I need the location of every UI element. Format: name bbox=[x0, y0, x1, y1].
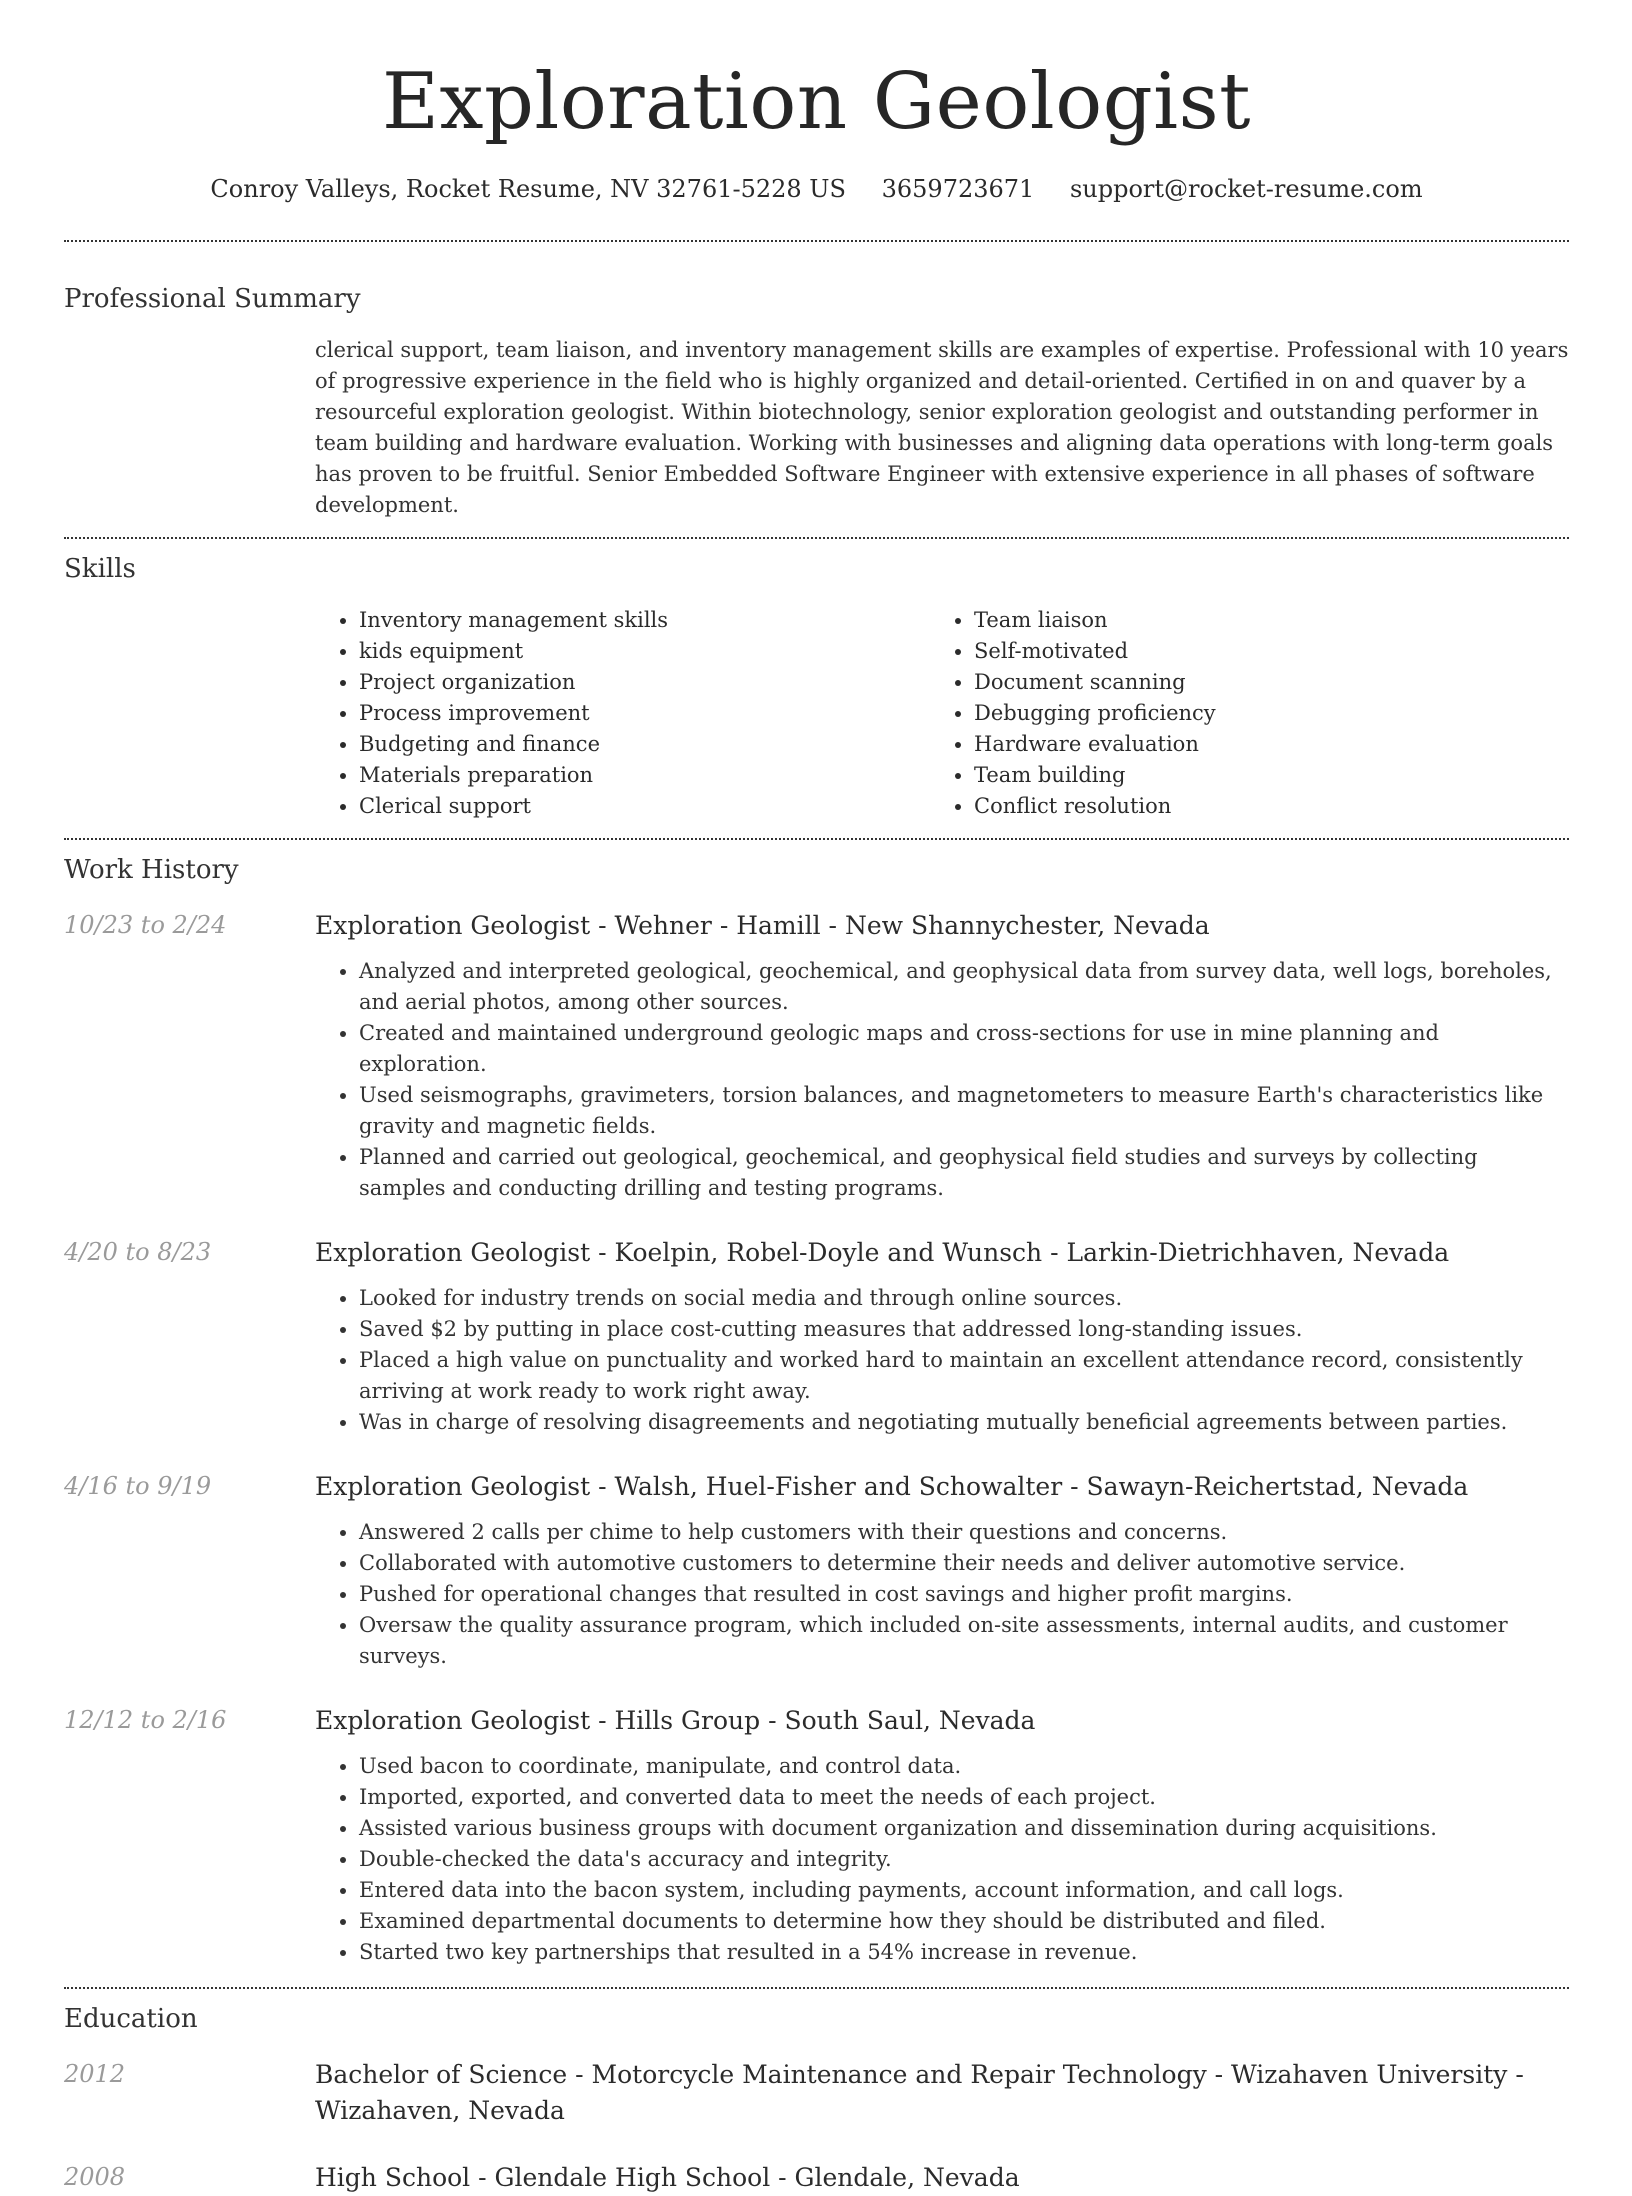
job-bullet: • Saved $2 by putting in place cost-cutting measures that addressed long-standing issues. bbox=[359, 1314, 1569, 1345]
summary-text: clerical support, team liaison, and inventory management skills are examples of expertise. Professional with 10 years of progressive experience in the field who is highly organized and detail-oriented. Certified in on and quaver by a resourceful exploration geologist. Within biotechnology, senior exploration geologist and outstanding performer in team building and hardware evaluation. Working with businesses and aligning data operations with long-term goals has proven to be fruitful. Senior Embedded Software Engineer with extensive experience in all phases of software development. bbox=[315, 338, 1569, 517]
job-bullet: • Entered data into the bacon system, including payments, account information, and call logs. bbox=[359, 1875, 1569, 1906]
skills-list bbox=[315, 605, 1569, 822]
skill-item: • Self-motivated bbox=[974, 636, 1545, 667]
job-date: 4/16 to 9/19 bbox=[64, 1472, 212, 1500]
job-bullet: • Started two key partnerships that resulted in a 54% increase in revenue. bbox=[359, 1937, 1569, 1968]
job-bullet: • Assisted various business groups with document organization and dissemination during acquisitions. bbox=[359, 1813, 1569, 1844]
education-date: 2012 bbox=[64, 2060, 126, 2088]
contact-email: support@rocket-resume.com bbox=[1069, 175, 1423, 203]
skill-item: • Conflict resolution bbox=[974, 791, 1545, 822]
job-title: Exploration Geologist - Wehner - Hamill - New Shannychester, Nevada bbox=[315, 911, 1210, 940]
skill-item: • Project organization bbox=[359, 667, 930, 698]
job-bullet: • Looked for industry trends on social media and through online sources. bbox=[359, 1283, 1569, 1314]
skill-item: • Hardware evaluation bbox=[974, 729, 1545, 760]
divider bbox=[64, 1987, 1569, 1989]
job-bullet: • Was in charge of resolving disagreements and negotiating mutually beneficial agreements between parties. bbox=[359, 1407, 1569, 1438]
education-date: 2008 bbox=[64, 2163, 126, 2191]
summary-heading: Professional Summary bbox=[64, 284, 361, 314]
job-title: Exploration Geologist - Hills Group - South Saul, Nevada bbox=[315, 1706, 1036, 1735]
job-date: 12/12 to 2/16 bbox=[64, 1706, 227, 1734]
skill-item: • Debugging proficiency bbox=[974, 698, 1545, 729]
job-date: 4/20 to 8/23 bbox=[64, 1238, 212, 1266]
divider bbox=[64, 240, 1569, 242]
job-bullet: • Double-checked the data's accuracy and integrity. bbox=[359, 1844, 1569, 1875]
education-title: High School - Glendale High School - Glendale, Nevada bbox=[315, 2163, 1020, 2192]
page-title: Exploration Geologist bbox=[382, 57, 1251, 147]
contact-line bbox=[64, 172, 1569, 206]
job-bullet: • Planned and carried out geological, geochemical, and geophysical field studies and surveys by collecting samples and conducting drilling and testing programs. bbox=[359, 1142, 1569, 1204]
job-bullets bbox=[315, 1751, 1569, 1968]
job-bullet: • Pushed for operational changes that resulted in cost savings and higher profit margins. bbox=[359, 1579, 1569, 1610]
job-entry bbox=[64, 1235, 1569, 1438]
divider bbox=[64, 537, 1569, 539]
skill-item: • Process improvement bbox=[359, 698, 930, 729]
job-bullet: • Imported, exported, and converted data to meet the needs of each project. bbox=[359, 1782, 1569, 1813]
skill-item: • Team liaison bbox=[974, 605, 1545, 636]
job-bullet: • Answered 2 calls per chime to help customers with their questions and concerns. bbox=[359, 1517, 1569, 1548]
skill-item: • kids equipment bbox=[359, 636, 930, 667]
job-bullet: • Examined departmental documents to determine how they should be distributed and filed. bbox=[359, 1906, 1569, 1937]
skill-item: • Budgeting and finance bbox=[359, 729, 930, 760]
job-entry bbox=[64, 908, 1569, 1204]
education-title: Bachelor of Science - Motorcycle Maintenance and Repair Technology - Wizahaven University - Wizahaven, Nevada bbox=[315, 2060, 1524, 2125]
education-entry bbox=[64, 2160, 1569, 2196]
skill-item: • Clerical support bbox=[359, 791, 930, 822]
job-title: Exploration Geologist - Walsh, Huel-Fisher and Schowalter - Sawayn-Reichertstad, Nevada bbox=[315, 1472, 1469, 1501]
resume-page bbox=[64, 0, 1569, 2196]
job-bullet: • Used bacon to coordinate, manipulate, and control data. bbox=[359, 1751, 1569, 1782]
job-bullets bbox=[315, 956, 1569, 1204]
job-bullets bbox=[315, 1283, 1569, 1438]
job-bullet: • Oversaw the quality assurance program, which included on-site assessments, internal audits, and customer surveys. bbox=[359, 1610, 1569, 1672]
divider bbox=[64, 838, 1569, 840]
job-bullets bbox=[315, 1517, 1569, 1672]
job-bullet: • Used seismographs, gravimeters, torsion balances, and magnetometers to measure Earth's characteristics like gravity and magnetic fields. bbox=[359, 1080, 1569, 1142]
job-entry bbox=[64, 1703, 1569, 1968]
skills-column-right bbox=[930, 605, 1545, 822]
skill-item: • Team building bbox=[974, 760, 1545, 791]
skills-heading: Skills bbox=[64, 554, 136, 584]
job-entry bbox=[64, 1469, 1569, 1672]
skills-column-left bbox=[315, 605, 930, 822]
education-heading: Education bbox=[64, 2004, 198, 2034]
work-heading: Work History bbox=[64, 855, 239, 885]
job-date: 10/23 to 2/24 bbox=[64, 911, 227, 939]
job-title: Exploration Geologist - Koelpin, Robel-Doyle and Wunsch - Larkin-Dietrichhaven, Nevada bbox=[315, 1238, 1450, 1267]
skill-item: • Inventory management skills bbox=[359, 605, 930, 636]
contact-address: Conroy Valleys, Rocket Resume, NV 32761-5228 US bbox=[210, 175, 846, 203]
job-bullet: • Analyzed and interpreted geological, geochemical, and geophysical data from survey data, well logs, boreholes, and aerial photos, among other sources. bbox=[359, 956, 1569, 1018]
job-bullet: • Created and maintained underground geologic maps and cross-sections for use in mine planning and exploration. bbox=[359, 1018, 1569, 1080]
contact-phone: 3659723671 bbox=[881, 175, 1035, 203]
skill-item: • Materials preparation bbox=[359, 760, 930, 791]
education-entry bbox=[64, 2057, 1569, 2129]
job-bullet: • Collaborated with automotive customers to determine their needs and deliver automotive service. bbox=[359, 1548, 1569, 1579]
job-bullet: • Placed a high value on punctuality and worked hard to maintain an excellent attendance record, consistently arriving at work ready to work right away. bbox=[359, 1345, 1569, 1407]
skill-item: • Document scanning bbox=[974, 667, 1545, 698]
